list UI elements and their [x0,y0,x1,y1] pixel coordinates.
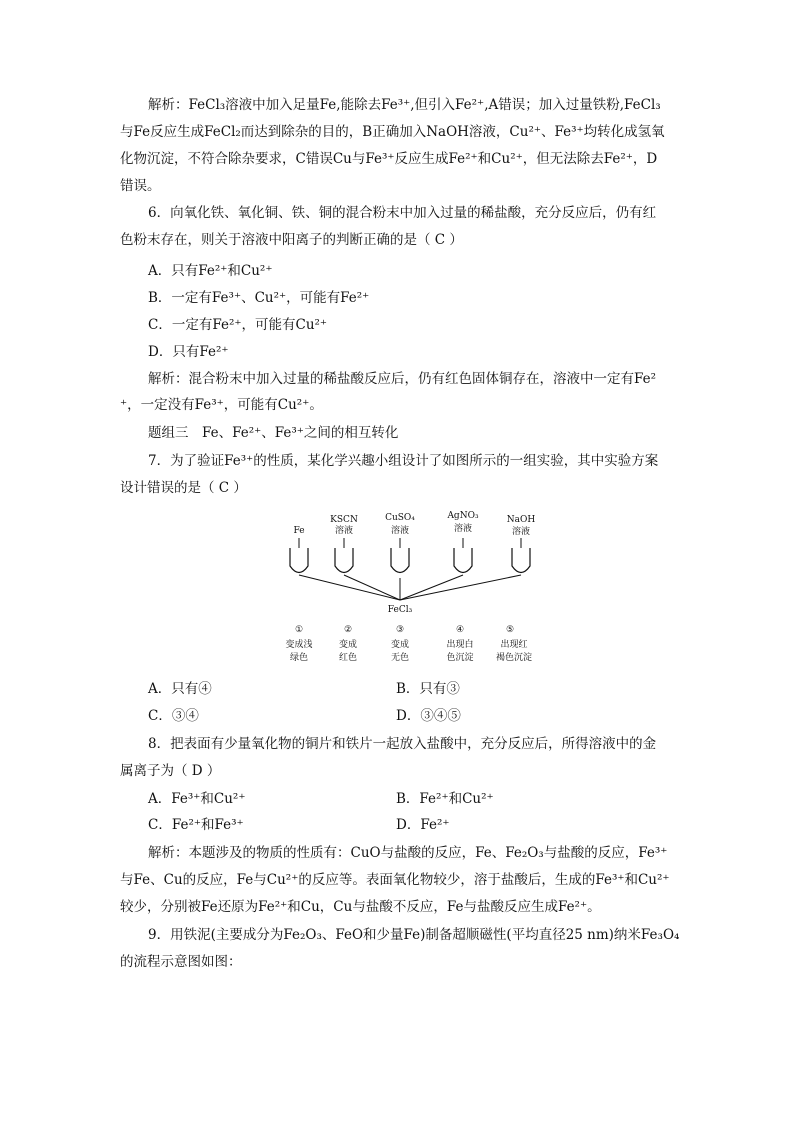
reagent-arrow [299,538,521,548]
analysis-line: 化物沉淀，不符合除杂要求，C错误Cu与Fe³⁺反应生成Fe²⁺和Cu²⁺，但无法除去Fe²⁺，D [120,151,658,167]
analysis-line: 与Fe、Cu的反应，Fe与Cu²⁺的反应等。表面氧化物较少，溶于盐酸后，生成的Fe³⁺和Cu²⁺ [120,872,670,888]
reagent-label: CuSO₄ [385,513,415,523]
observation-label: 出现白 [446,640,474,650]
observation-label: 变成 [338,640,358,650]
question-8-stem: 属离子为（ D ） [120,763,221,779]
reagent-label: 溶液 [334,526,354,536]
question-9-stem: 的流程示意图如图： [120,954,242,970]
question-9-stem: 9．用铁泥(主要成分为Fe₂O₃、FeO和少量Fe)制备超顺磁性(平均直径25 nm)纳米Fe₃O₄ [148,927,680,943]
option-d: D．③④⑤ [396,708,461,724]
experiment-number: ② [343,625,353,635]
option-a: A．只有④ [148,681,212,697]
option-c: C．Fe²⁺和Fe³⁺ [148,817,244,833]
analysis-line: 错误。 [120,178,161,194]
observation-label: 褐色沉淀 [495,653,533,663]
section-heading: 题组三 Fe、Fe²⁺、Fe³⁺之间的相互转化 [148,425,399,441]
question-6-stem: 色粉末存在，则关于溶液中阳离子的判断正确的是（ C ） [120,232,463,248]
observation-label: 色沉淀 [446,653,474,663]
analysis-line: 解析：FeCl₃溶液中加入足量Fe,能除去Fe³⁺,但引入Fe²⁺,A错误；加入过量铁粉,FeCl₃ [148,97,661,113]
center-label: FeCl₃ [387,605,413,615]
reagent-label: KSCN [330,515,358,525]
question-7-stem: 7．为了验证Fe³⁺的性质，某化学兴趣小组设计了如图所示的一组实验，其中实验方案 [148,453,659,469]
option-b: B．只有③ [396,681,460,697]
analysis-line: 较少，分别被Fe还原为Fe²⁺和Cu，Cu与盐酸不反应，Fe与盐酸反应生成Fe²⁺。 [120,899,601,915]
observation-label: 变成 [390,640,410,650]
experiment-number: ③ [395,625,405,635]
question-6-stem: 6．向氧化铁、氧化铜、铁、铜的混合粉末中加入过量的稀盐酸，充分反应后，仍有红 [148,205,657,221]
connector-line [299,575,521,600]
observation-label: 无色 [390,653,410,663]
observation-label: 变成浅 [285,640,313,650]
option-b: B．Fe²⁺和Cu²⁺ [396,791,494,807]
question-7-stem: 设计错误的是（ C ） [120,480,247,496]
observation-label: 出现红 [500,640,528,650]
option-c: C．③④ [148,708,199,724]
experiment-number: ⑤ [505,625,515,635]
question-8-stem: 8．把表面有少量氧化物的铜片和铁片一起放入盐酸中，充分反应后，所得溶液中的金 [148,736,657,752]
observation-label: 红色 [338,653,358,663]
option-a: A．只有Fe²⁺和Cu²⁺ [148,263,273,279]
reagent-label: 溶液 [511,527,531,537]
reagent-label: 溶液 [390,526,410,536]
reagent-label: NaOH [506,515,536,525]
reagent-label: 溶液 [453,524,473,534]
observation-label: 绿色 [289,653,309,663]
analysis-line: 解析：本题涉及的物质的性质有：CuO与盐酸的反应，Fe、Fe₂O₃与盐酸的反应，Fe³⁺ [148,845,668,861]
analysis-line: ⁺，一定没有Fe³⁺，可能有Cu²⁺。 [120,397,323,413]
experiment-figure [276,508,546,670]
experiment-number: ① [294,625,304,635]
analysis-line: 解析：混合粉末中加入过量的稀盐酸反应后，仍有红色固体铜存在，溶液中一定有Fe² [148,371,657,387]
option-c: C．一定有Fe²⁺，可能有Cu²⁺ [148,317,328,333]
reagent-label: Fe [293,526,305,536]
analysis-line: 与Fe反应生成FeCl₂而达到除杂的目的，B正确加入NaOH溶液，Cu²⁺、Fe³⁺均转化成氢氧 [120,124,665,140]
option-b: B．一定有Fe³⁺、Cu²⁺，可能有Fe²⁺ [148,290,370,306]
test-tube [290,548,530,573]
option-d: D．只有Fe²⁺ [148,344,229,360]
option-a: A．Fe³⁺和Cu²⁺ [148,791,246,807]
option-d: D．Fe²⁺ [396,817,450,833]
reagent-label: AgNO₃ [447,511,479,521]
experiment-number: ④ [455,625,465,635]
